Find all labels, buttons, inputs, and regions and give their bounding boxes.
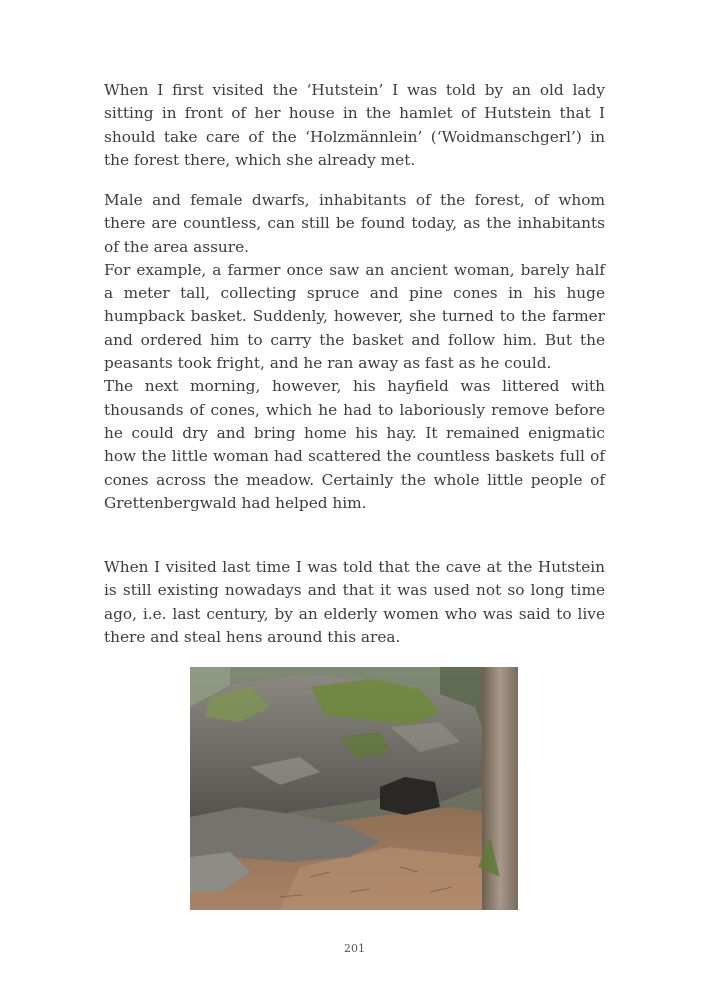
paragraph-cave: When I visited last time I was told that the cave at the Hutstein is still existing nowadays and that it was used not so long time ago, i.e. last century, by an elderly women who was said to live there and steal hens around this area. bbox=[104, 558, 605, 646]
text-section-3 bbox=[104, 556, 605, 649]
paragraph-next-morning: The next morning, however, his hayfield was littered with thousands of cones, which he had to laboriously remove before he could dry and bring home his hay. It remained enigmatic how the little woman had scattered the countless baskets full of cones across the meadow. Certainly the whole little people of Grettenbergwald had helped him. bbox=[104, 377, 605, 512]
page-number: 201 bbox=[344, 942, 365, 955]
paragraph-hutstein-visit: When I first visited the ‘Hutstein’ I was told by an old lady sitting in front of her house in the hamlet of Hutstein that I should take care of the ‘Holzmännlein’ (‘Woidmanschgerl’) in the forest there, which she already met. bbox=[104, 81, 605, 169]
paragraph-dwarfs: Male and female dwarfs, inhabitants of the forest, of whom there are countless, can still be found today, as the inhabitants of the area assure. bbox=[104, 191, 605, 256]
cave-photo bbox=[190, 667, 518, 910]
text-section-1 bbox=[104, 79, 605, 172]
paragraph-farmer: For example, a farmer once saw an ancient woman, barely half a meter tall, collecting spruce and pine cones in his huge humpback basket. Suddenly, however, she turned to the farmer and ordered him to carry the basket and follow him. But the peasants took fright, and he ran away as fast as he could. bbox=[104, 260, 605, 373]
text-section-2 bbox=[104, 189, 605, 515]
